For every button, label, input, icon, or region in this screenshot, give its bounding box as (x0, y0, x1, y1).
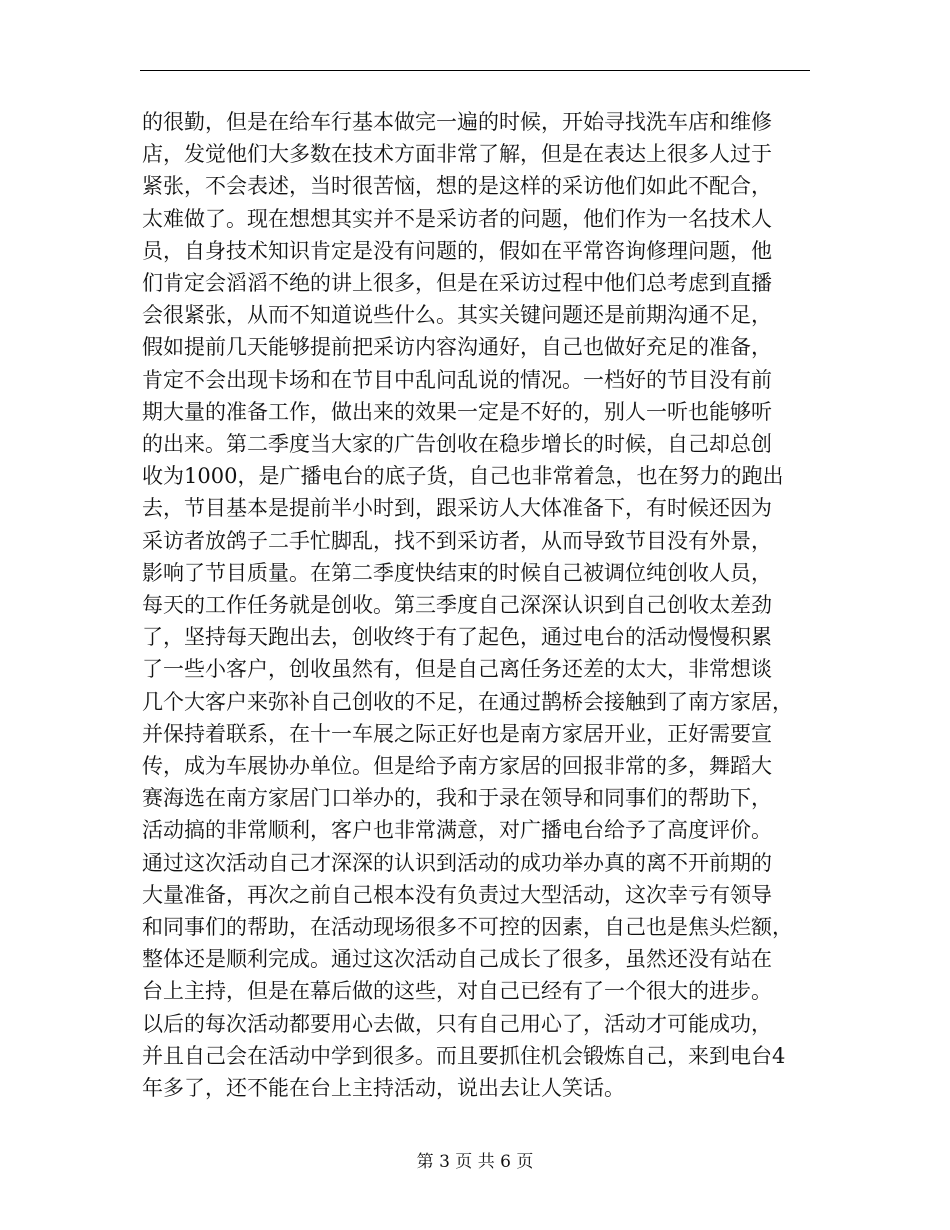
body-paragraph: 的很勤，但是在给车行基本做完一遍的时候，开始寻找洗车店和维修 店，发觉他们大多数在技术方面非常了解，但是在表达上很多人过于 紧张，不会表述，当时很苦恼，想的是这样的采访他们如此不配合， 太难做了。现在想想其实并不是采访者的问题，他们作为一名技术人 员，自身技术知识肯定是没有问题的，假如在平常咨询修理问题，他 们肯定会滔滔不绝的讲上很多，但是在采访过程中他们总考虑到直播 会很紧张，从而不知道说些什么。其实关键问题还是前期沟通不足， 假如提前几天能够提前把采访内容沟通好，自己也做好充足的准备， 肯定不会出现卡场和在节目中乱问乱说的情况。一档好的节目没有前 期大量的准备工作，做出来的效果一定是不好的，别人一听也能够听 的出来。第二季度当大家的广告创收在稳步增长的时候，自己却总创 收为1000，是广播电台的底子货，自己也非常着急，也在努力的跑出 去，节目基本是提前半小时到，跟采访人大体准备下，有时候还因为 采访者放鸽子二手忙脚乱，找不到采访者，从而导致节目没有外景， 影响了节目质量。在第二季度快结束的时候自己被调位纯创收人员， 每天的工作任务就是创收。第三季度自己深深认识到自己创收太差劲 了，坚持每天跑出去，创收终于有了起色，通过电台的活动慢慢积累 了一些小客户，创收虽然有，但是自己离任务还差的太大，非常想谈 几个大客户来弥补自己创收的不足，在通过鹊桥会接触到了南方家居， 并保持着联系，在十一车展之际正好也是南方家居开业，正好需要宣 传，成为车展协办单位。但是给予南方家居的回报非常的多，舞蹈大 赛海选在南方家居门口举办的，我和于录在领导和同事们的帮助下， 活动搞的非常顺利，客户也非常满意，对广播电台给予了高度评价。 通过这次活动自己才深深的认识到活动的成功举办真的离不开前期的 大量准备，再次之前自己根本没有负责过大型活动，这次幸亏有领导 和同事们的帮助，在活动现场很多不可控的因素，自己也是焦头烂额， 整体还是顺利完成。通过这次活动自己成长了很多，虽然还没有站在 台上主持，但是在幕后做的这些，对自己已经有了一个很大的进步。 以后的每次活动都要用心去做，只有自己用心了，活动才可能成功， 并且自己会在活动中学到很多。而且要抓住机会锻炼自己，来到电台4 年多了，还不能在台上主持活动，说出去让人笑话。 (142, 110, 793, 1101)
header-rule (140, 70, 810, 71)
page-footer (0, 1150, 950, 1174)
page-number-label: 第 3 页 共 6 页 (416, 1152, 534, 1172)
